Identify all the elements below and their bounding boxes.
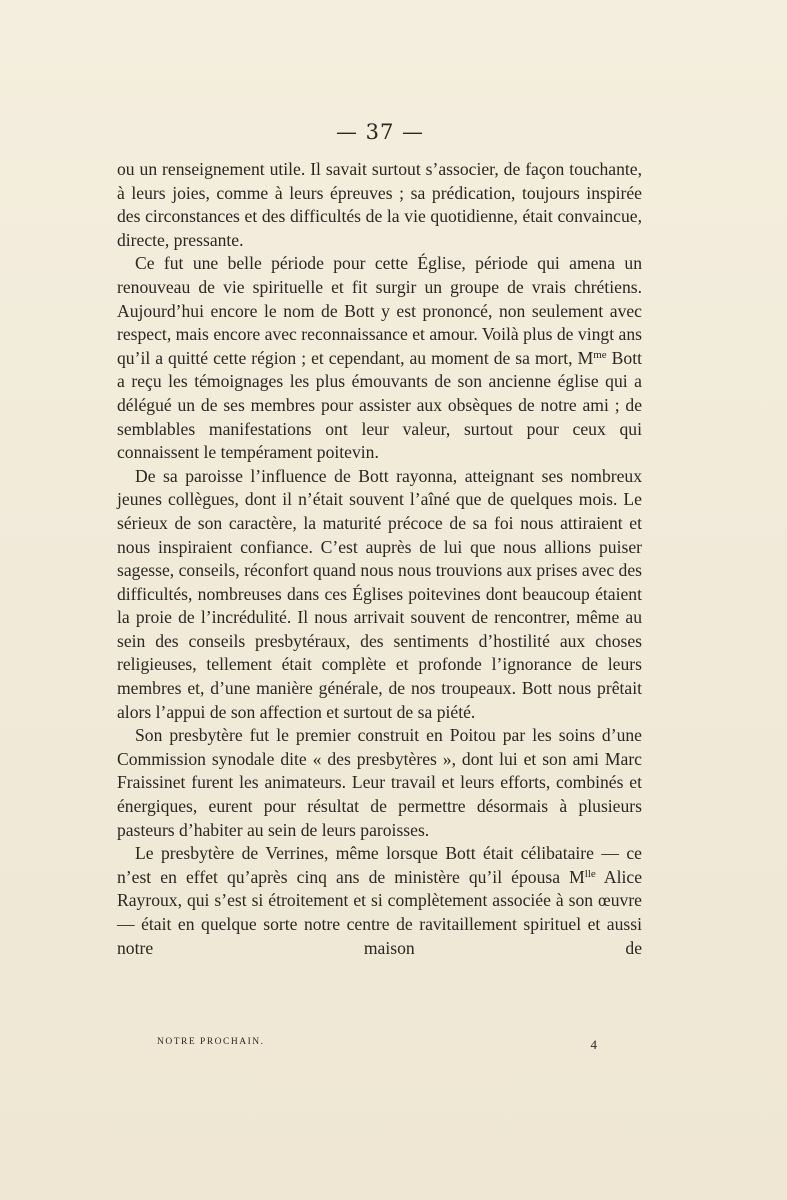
page-number: — 37 — bbox=[335, 120, 425, 144]
paragraph-5 bbox=[117, 842, 642, 960]
paragraph-5-part-1: Le presbytère de Verrines, même lorsque Bott était célibataire — ce n’est en effet qu’après cinq ans de ministère qu’il épousa bbox=[117, 843, 642, 887]
paragraph-5-part-2: Alice Rayroux, qui s’est si étroitement et si complètement associée à son œuvre — était en quelque sorte notre centre de ravitaillement spirituel et aussi notre maison de bbox=[117, 866, 643, 958]
paragraph-4: Son presbytère fut le premier construit en Poitou par les soins d’une Commission synodale dite « des presbytères », dont lui et son ami Marc Fraissinet furent les animateurs. Leur travail et leurs efforts, combinés et énergiques, eurent pour résultat de permettre désormais à plusieurs pasteurs d’habiter au sein de leurs paroisses. bbox=[117, 725, 642, 840]
sheet-number: 4 bbox=[590, 1037, 597, 1052]
paragraph-1: ou un renseignement utile. Il savait surtout s’associer, de façon touchante, à leurs joies, comme à leurs épreuves ; sa prédication, toujours inspirée des circonstances et des difficultés de la vie quotidienne, était convaincue, directe, pressante. bbox=[117, 159, 642, 250]
text-body bbox=[117, 158, 642, 960]
page-footer bbox=[157, 1037, 597, 1053]
title-abbrev: M bbox=[569, 866, 585, 887]
paragraph-2-part-1: Ce fut une belle période pour cette Église, période qui amena un renouveau de vie spirituelle et fit surgir un groupe de vrais chrétiens. Aujourd’hui encore le nom de Bott y est prononcé, non seulement avec respect, mais encore avec reconnaissance et amour. Voilà plus de vingt ans qu’il a quitté cette région ; et cependant, au moment de sa mort, bbox=[117, 253, 642, 368]
title-abbrev: M bbox=[577, 347, 594, 368]
title-superscript: me bbox=[593, 348, 607, 361]
paragraph-2 bbox=[117, 252, 642, 464]
signature-mark: NOTRE PROCHAIN. bbox=[157, 1037, 265, 1047]
paragraph-2-part-2: Bott a reçu les témoignages les plus émouvants de son ancienne église qui a délégué un de ses membres pour assister aux obsèques de notre ami ; de semblables manifestations ont leur valeur, surtout pour ceux qui connaissent le tempérament poitevin. bbox=[117, 347, 642, 463]
title-superscript: lle bbox=[584, 867, 596, 880]
paragraph-3: De sa paroisse l’influence de Bott rayonna, atteignant ses nombreux jeunes collègues, dont il n’était souvent l’aîné que de quelques mois. Le sérieux de son caractère, la maturité précoce de sa foi nous attiraient et nous inspiraient confiance. C’est auprès de lui que nous allions puiser sagesse, conseils, réconfort quand nous nous trouvions aux prises avec des difficultés, nombreuses dans ces Églises poitevines dont beaucoup étaient la proie de l’incrédulité. Il nous arrivait souvent de rencontrer, même au sein des conseils presbytéraux, des sentiments d’hostilité aux choses religieuses, tellement était complète et profonde l’ignorance de leurs membres et, d’une manière générale, de nos troupeaux. Bott nous prêtait alors l’appui de son affection et surtout de sa piété. bbox=[117, 465, 642, 722]
